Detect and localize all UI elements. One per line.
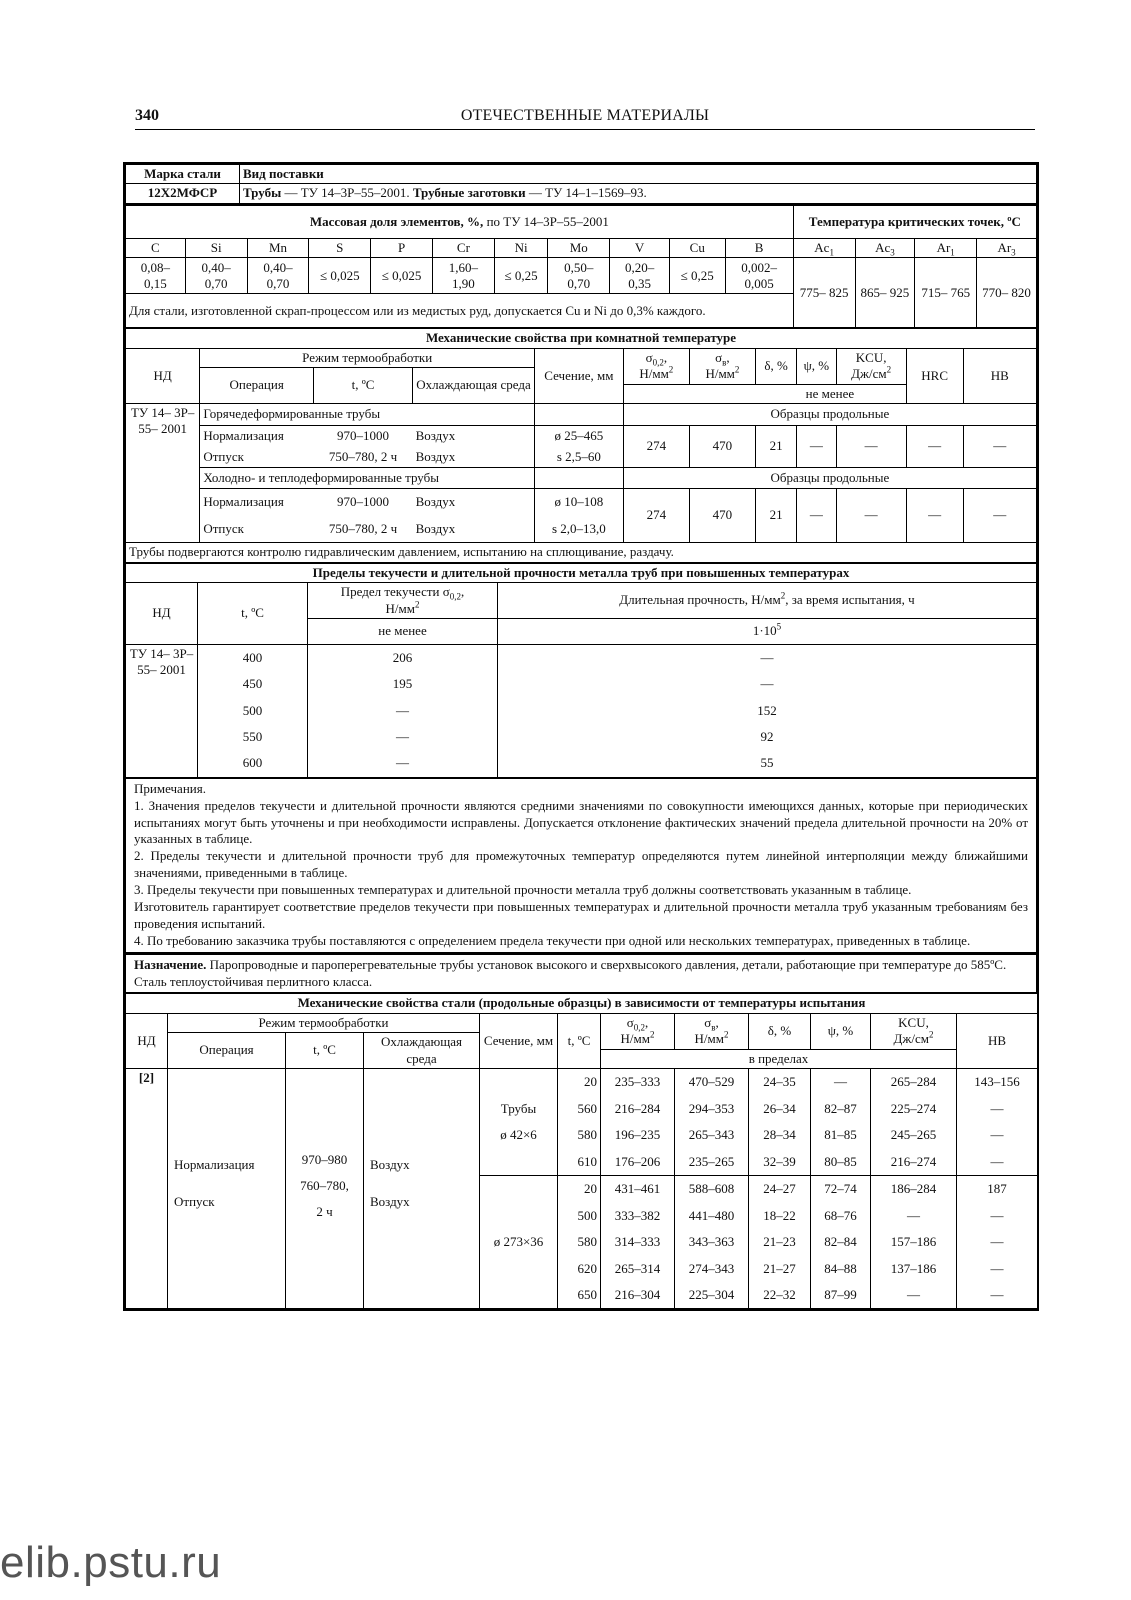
- hrc-header: HRC: [906, 348, 963, 404]
- test-temp-value: 580: [558, 1229, 601, 1256]
- notes-table: [125, 778, 1037, 953]
- reduction-value: 82–84: [811, 1229, 871, 1256]
- temperature-value: 970–1000: [313, 489, 412, 516]
- grade-value: 12Х2МФСР: [126, 184, 240, 203]
- samples-label: Образцы продольные: [623, 468, 1036, 489]
- group-title: Горячедеформированные трубы: [200, 404, 535, 426]
- reduction-value: 84–88: [811, 1256, 871, 1282]
- element-value: ≤ 0,025: [371, 258, 433, 294]
- tensile-header: $\sigma_в$, $Н/мм^2$: [689, 348, 755, 384]
- test-temp-value: 650: [558, 1282, 601, 1309]
- kcu-header: KCU, $Дж/см^2$: [871, 1013, 957, 1049]
- reduction-value: 68–76: [811, 1203, 871, 1229]
- operation-cell: Нормализация Отпуск: [168, 1069, 286, 1309]
- reduction-value: —: [797, 489, 836, 543]
- hb-value: —: [963, 489, 1036, 543]
- section-value: ø 10–108: [534, 489, 623, 516]
- tensile-value: 265–343: [675, 1122, 749, 1149]
- test-temp-value: 20: [558, 1176, 601, 1203]
- kcu-value: —: [871, 1203, 957, 1229]
- element-cell: Cr: [433, 239, 495, 258]
- purpose-table: [125, 953, 1037, 994]
- temperature-header: t, ºС: [286, 1032, 364, 1068]
- element-cell: Mn: [247, 239, 309, 258]
- operation-header: Операция: [200, 367, 314, 403]
- operation-value: Отпуск: [200, 516, 314, 543]
- yield-value: 216–284: [601, 1096, 675, 1122]
- element-value: 0,08– 0,15: [126, 258, 186, 294]
- kcu-value: 137–186: [871, 1256, 957, 1282]
- kcu-value: 265–284: [871, 1069, 957, 1096]
- kcu-value: 216–274: [871, 1149, 957, 1176]
- element-cell: Ni: [494, 239, 548, 258]
- element-cell: Cu: [669, 239, 725, 258]
- elongation-value: 32–39: [749, 1149, 811, 1176]
- mech-temp-title: Механические свойства стали (продольные образцы) в зависимости от температуры испытания: [126, 994, 1038, 1013]
- note-3b: Изготовитель гарантирует соответствие пределов текучести при повышенных температурах и длительной прочности металла труб указанным требованиям без проведения испытаний.: [134, 898, 1028, 931]
- note-1: 1. Значения пределов текучести и длительной прочности являются средними значениями по совокупности имеющихся данных, которые при периодических испытаниях могут быть уточнены и при необходимости исправлены. Допускается отклонение фактических значений предела длительной прочности на 20% от указанных в таблице.: [134, 797, 1028, 847]
- element-cell: B: [725, 239, 793, 258]
- yield-value: 274: [623, 426, 689, 468]
- element-cell: Si: [185, 239, 247, 258]
- group-title: Холодно- и теплодеформированные трубы: [200, 468, 535, 489]
- tensile-value: 470: [689, 489, 755, 543]
- test-temperature-header: t, ºС: [558, 1013, 601, 1069]
- tensile-value: 588–608: [675, 1176, 749, 1203]
- yield-value: 274: [623, 489, 689, 543]
- hb-value: —: [957, 1122, 1038, 1149]
- section-b: ø 273×36: [480, 1176, 558, 1309]
- temperature-value: 600: [198, 750, 308, 777]
- yield-value: —: [308, 750, 498, 777]
- yield-value: 314–333: [601, 1229, 675, 1256]
- reduction-value: 72–74: [811, 1176, 871, 1203]
- supply-value: Трубы — ТУ 14–3Р–55–2001. Трубные заготовки — ТУ 14–1–1569–93.: [240, 184, 1037, 203]
- steel-class: Сталь теплоустойчивая перлитного класса.: [134, 973, 373, 989]
- temperature-value: 970–1000: [313, 426, 412, 447]
- reduction-header: ψ, %: [811, 1013, 871, 1049]
- hb-value: —: [957, 1282, 1038, 1309]
- mech-room-title: Механические свойства при комнатной температуре: [126, 329, 1037, 348]
- elongation-value: 21: [755, 426, 796, 468]
- element-cell: Mo: [548, 239, 610, 258]
- nd-value: [2]: [126, 1069, 168, 1309]
- yield-value: 195: [308, 671, 498, 697]
- reduction-value: 87–99: [811, 1282, 871, 1309]
- element-cell: P: [371, 239, 433, 258]
- test-temp-value: 610: [558, 1149, 601, 1176]
- crit-point-value: 770– 820: [977, 258, 1037, 328]
- mode-header: Режим термообработки: [168, 1013, 480, 1032]
- element-value: 0,40– 0,70: [185, 258, 247, 294]
- temperature-header: t, ºС: [198, 583, 308, 645]
- hb-value: 143–156: [957, 1069, 1038, 1096]
- nd-header: НД: [126, 1013, 168, 1069]
- hb-value: —: [963, 426, 1036, 468]
- elongation-value: 21: [755, 489, 796, 543]
- crit-point-header: $Ac_1$: [793, 239, 855, 258]
- kcu-value: —: [836, 489, 906, 543]
- mode-header: Режим термообработки: [200, 348, 535, 367]
- medium-header: Охлаждающая среда: [364, 1032, 480, 1068]
- tensile-value: 235–265: [675, 1149, 749, 1176]
- notes-cell: [126, 778, 1037, 952]
- element-cell: C: [126, 239, 186, 258]
- temperature-value: 400: [198, 644, 308, 671]
- yield-header: Предел текучести $\sigma_{0,2}$, $Н/мм^2$: [308, 583, 498, 619]
- yield-value: 235–333: [601, 1069, 675, 1096]
- composition-table: [125, 204, 1037, 329]
- rupture-value: 92: [498, 724, 1037, 750]
- operation-value: Нормализация: [200, 426, 314, 447]
- crit-point-header: $Ar_3$: [977, 239, 1037, 258]
- element-header-row: [126, 239, 1037, 258]
- elongation-header: δ, %: [749, 1013, 811, 1049]
- test-temp-value: 20: [558, 1069, 601, 1096]
- reduction-value: 80–85: [811, 1149, 871, 1176]
- rupture-header: Длительная прочность, $Н/мм^2$, за время испытания, ч: [498, 583, 1037, 619]
- supply-label: Вид поставки: [240, 165, 1037, 184]
- medium-cell: Воздух Воздух: [364, 1069, 480, 1309]
- temperature-value: 550: [198, 724, 308, 750]
- element-value: 0,50– 0,70: [548, 258, 610, 294]
- kcu-value: 186–284: [871, 1176, 957, 1203]
- hb-header: HB: [963, 348, 1036, 404]
- yield-value: —: [308, 724, 498, 750]
- temperature-value: 450: [198, 671, 308, 697]
- section-header: Сечение, мм: [480, 1013, 558, 1069]
- medium-value: Воздух: [413, 516, 535, 543]
- watermark: elib.pstu.ru: [0, 1538, 222, 1587]
- mech-room-table: [125, 328, 1037, 563]
- blank-cell: [534, 404, 623, 426]
- temperature-value: 750–780, 2 ч: [313, 516, 412, 543]
- reduction-value: —: [797, 426, 836, 468]
- running-title: ОТЕЧЕСТВЕННЫЕ МАТЕРИАЛЫ: [460, 107, 710, 124]
- elongation-value: 21–27: [749, 1256, 811, 1282]
- hb-value: 187: [957, 1176, 1038, 1203]
- mech-temp-table: [125, 993, 1038, 1309]
- elongation-value: 28–34: [749, 1122, 811, 1149]
- kcu-header: KCU, $Дж/см^2$: [836, 348, 906, 384]
- composition-title: Массовая доля элементов, %, по ТУ 14–3Р–55–2001: [126, 205, 794, 239]
- purpose-cell: [126, 954, 1037, 993]
- yield-value: 216–304: [601, 1282, 675, 1309]
- kcu-value: 245–265: [871, 1122, 957, 1149]
- elongation-value: 24–27: [749, 1176, 811, 1203]
- elongation-value: 22–32: [749, 1282, 811, 1309]
- note-4: 4. По требованию заказчика трубы поставляются с определением предела текучести при одной или нескольких температурах, приведенных в таблице.: [134, 932, 971, 948]
- crit-point-value: 715– 765: [915, 258, 977, 328]
- hrc-value: —: [906, 426, 963, 468]
- purpose-text: Назначение. Паропроводные и пароперегревательные трубы установок высокого и сверхвысокого давления, детали, работающие при температуре до 585ºС.: [134, 956, 1007, 972]
- temperature-value: 500: [198, 697, 308, 724]
- yield-value: 333–382: [601, 1203, 675, 1229]
- yield-value: 176–206: [601, 1149, 675, 1176]
- hb-value: —: [957, 1203, 1038, 1229]
- operation-value: Нормализация: [200, 489, 314, 516]
- section-value: s 2,5–60: [534, 447, 623, 468]
- elongation-value: 26–34: [749, 1096, 811, 1122]
- nd-header: НД: [126, 348, 200, 404]
- composition-note: Для стали, изготовленной скрап-процессом или из медистых руд, допускается Cu и Ni до 0,3% каждого.: [126, 294, 794, 328]
- temperature-value: 750–780, 2 ч: [313, 447, 412, 468]
- crit-point-value: 775– 825: [793, 258, 855, 328]
- tensile-value: 470–529: [675, 1069, 749, 1096]
- operation-value: Отпуск: [200, 447, 314, 468]
- rupture-value: —: [498, 671, 1037, 697]
- page-number: 340: [135, 107, 159, 124]
- note-3: 3. Пределы текучести при повышенных температурах и длительной прочности металла труб должны соответствовать указанным в таблице.: [134, 882, 912, 898]
- yield-value: 265–314: [601, 1256, 675, 1282]
- element-value: 0,002– 0,005: [725, 258, 793, 294]
- tensile-value: 294–353: [675, 1096, 749, 1122]
- element-value: ≤ 0,25: [669, 258, 725, 294]
- yield-value: —: [308, 697, 498, 724]
- medium-value: Воздух: [413, 426, 535, 447]
- reduction-value: 81–85: [811, 1122, 871, 1149]
- nd-header: НД: [126, 583, 198, 645]
- yield-value: 431–461: [601, 1176, 675, 1203]
- rupture-value: —: [498, 644, 1037, 671]
- time-header: $1\cdot 10^5$: [498, 618, 1037, 644]
- element-value: ≤ 0,25: [494, 258, 548, 294]
- hb-value: —: [957, 1096, 1038, 1122]
- hb-value: —: [957, 1256, 1038, 1282]
- section-value: s 2,0–13,0: [534, 516, 623, 543]
- notes-title: Примечания.: [134, 780, 206, 796]
- min-header: не менее: [308, 618, 498, 644]
- yield-header: $\sigma_{0,2}$, $Н/мм^2$: [623, 348, 689, 384]
- kcu-value: 225–274: [871, 1096, 957, 1122]
- min-header: не менее: [623, 384, 1036, 403]
- nd-value: ТУ 14– 3Р–55– 2001: [126, 644, 198, 777]
- yield-value: 196–235: [601, 1122, 675, 1149]
- note-2: 2. Пределы текучести и длительной прочности труб для промежуточных температур определяются путем линейной интерполяции между ближайшими значениями, приведенными в таблице.: [134, 848, 1028, 881]
- section-header: Сечение, мм: [534, 348, 623, 404]
- reduction-header: ψ, %: [797, 348, 836, 384]
- elongation-value: 18–22: [749, 1203, 811, 1229]
- critical-points-title: Температура критических точек, ºС: [793, 205, 1036, 239]
- elongation-header: δ, %: [755, 348, 796, 384]
- test-temp-value: 560: [558, 1096, 601, 1122]
- temperature-cell: 970–980 760–780, 2 ч: [286, 1069, 364, 1309]
- element-value: 0,20– 0,35: [610, 258, 670, 294]
- page-header: [135, 107, 1035, 130]
- reduction-value: —: [811, 1069, 871, 1096]
- elongation-value: 24–35: [749, 1069, 811, 1096]
- element-value: 1,60– 1,90: [433, 258, 495, 294]
- section-value: ø 25–465: [534, 426, 623, 447]
- medium-value: Воздух: [413, 447, 535, 468]
- test-temp-value: 500: [558, 1203, 601, 1229]
- crit-point-value: 865– 925: [855, 258, 915, 328]
- operation-header: Операция: [168, 1032, 286, 1068]
- crit-point-header: $Ac_3$: [855, 239, 915, 258]
- element-cell: S: [309, 239, 371, 258]
- section-a: Трубы ø 42×6: [480, 1069, 558, 1176]
- tensile-value: 441–480: [675, 1203, 749, 1229]
- rupture-value: 152: [498, 697, 1037, 724]
- test-temp-value: 580: [558, 1122, 601, 1149]
- yield-header: $\sigma_{0,2}$, $Н/мм^2$: [601, 1013, 675, 1049]
- kcu-value: 157–186: [871, 1229, 957, 1256]
- crit-point-header: $Ar_1$: [915, 239, 977, 258]
- temperature-header: t, ºС: [313, 367, 412, 403]
- tensile-value: 343–363: [675, 1229, 749, 1256]
- mech-room-note: Трубы подвергаются контролю гидравлическим давлением, испытанию на сплющивание, раздачу.: [126, 543, 1037, 563]
- element-value: ≤ 0,025: [309, 258, 371, 294]
- elevated-title: Пределы текучести и длительной прочности металла труб при повышенных температурах: [126, 564, 1037, 583]
- element-value: 0,40– 0,70: [247, 258, 309, 294]
- steel-datasheet: [123, 162, 1039, 1311]
- element-cell: V: [610, 239, 670, 258]
- hrc-value: —: [906, 489, 963, 543]
- tensile-value: 470: [689, 426, 755, 468]
- grade-table: [125, 164, 1037, 204]
- samples-label: Образцы продольные: [623, 404, 1036, 426]
- kcu-value: —: [871, 1282, 957, 1309]
- tensile-header: $\sigma_в$, $Н/мм^2$: [675, 1013, 749, 1049]
- yield-value: 206: [308, 644, 498, 671]
- nd-value: ТУ 14– 3Р–55– 2001: [126, 404, 200, 543]
- hb-value: —: [957, 1229, 1038, 1256]
- rupture-value: 55: [498, 750, 1037, 777]
- kcu-value: —: [836, 426, 906, 468]
- tensile-value: 274–343: [675, 1256, 749, 1282]
- medium-value: Воздух: [413, 489, 535, 516]
- element-value-row: [126, 258, 1037, 294]
- grade-label: Марка стали: [126, 165, 240, 184]
- tensile-value: 225–304: [675, 1282, 749, 1309]
- elongation-value: 21–23: [749, 1229, 811, 1256]
- test-temp-value: 620: [558, 1256, 601, 1282]
- hb-header: HB: [957, 1013, 1038, 1069]
- medium-header: Охлаждающая среда: [413, 367, 535, 403]
- hb-value: —: [957, 1149, 1038, 1176]
- blank-cell: [534, 468, 623, 489]
- range-header: в пределах: [601, 1049, 957, 1068]
- elevated-table: [125, 563, 1037, 778]
- reduction-value: 82–87: [811, 1096, 871, 1122]
